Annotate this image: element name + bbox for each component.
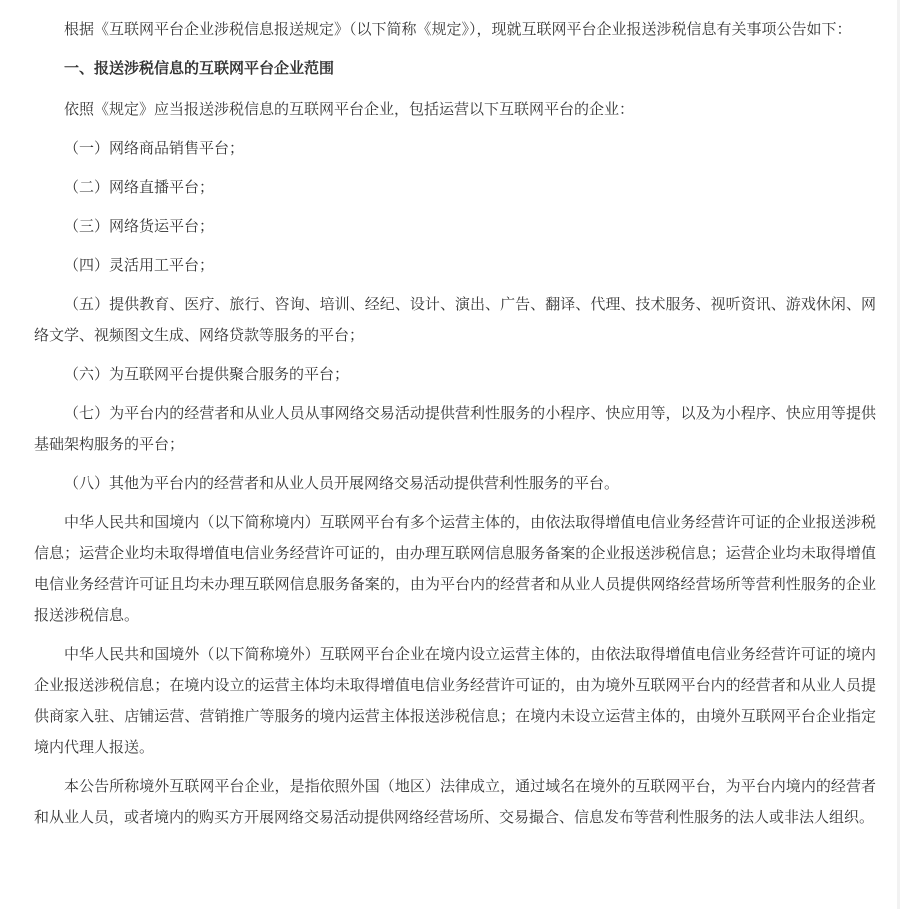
domestic-paragraph: 中华人民共和国境内（以下简称境内）互联网平台有多个运营主体的，由依法取得增值电信业务经营许可证的企业报送涉税信息；运营企业均未取得增值电信业务经营许可证的，由办理互联网信息服务备案的企业报送涉税信息；运营企业均未取得增值电信业务经营许可证且均未办理互联网信息服务备案的，由为平台内的经营者和从业人员提供网络经营场所等营利性服务的企业报送涉税信息。	[34, 513, 876, 624]
section-heading: 一、报送涉税信息的互联网平台企业范围	[64, 59, 335, 77]
scope-intro-paragraph: 依照《规定》应当报送涉税信息的互联网平台企业，包括运营以下互联网平台的企业：	[64, 100, 635, 118]
list-item-7: （七）为平台内的经营者和从业人员从事网络交易活动提供营利性服务的小程序、快应用等，以及为小程序、快应用等提供基础架构服务的平台；	[34, 404, 876, 453]
list-item-4: （四）灵活用工平台；	[64, 256, 215, 274]
definition-paragraph: 本公告所称境外互联网平台企业，是指依照外国（地区）法律成立，通过域名在境外的互联网平台，为平台内境内的经营者和从业人员，或者境内的购买方开展网络交易活动提供网络经营场所、交易撮合、信息发布等营利性服务的法人或非法人组织。	[34, 777, 876, 826]
article-body	[34, 14, 876, 833]
list-item-6: （六）为互联网平台提供聚合服务的平台；	[64, 365, 350, 383]
list-item-3: （三）网络货运平台；	[64, 217, 215, 235]
foreign-paragraph: 中华人民共和国境外（以下简称境外）互联网平台企业在境内设立运营主体的，由依法取得增值电信业务经营许可证的境内企业报送涉税信息；在境内设立的运营主体均未取得增值电信业务经营许可证的，由为境外互联网平台内的经营者和从业人员提供商家入驻、店铺运营、营销推广等服务的境内运营主体报送涉税信息；在境内未设立运营主体的，由境外互联网平台企业指定境内代理人报送。	[34, 645, 876, 756]
list-item-8: （八）其他为平台内的经营者和从业人员开展网络交易活动提供营利性服务的平台。	[64, 474, 620, 492]
intro-paragraph: 根据《互联网平台企业涉税信息报送规定》（以下简称《规定》），现就互联网平台企业报送涉税信息有关事项公告如下：	[64, 20, 852, 38]
list-item-2: （二）网络直播平台；	[64, 178, 215, 196]
list-item-5: （五）提供教育、医疗、旅行、咨询、培训、经纪、设计、演出、广告、翻译、代理、技术服务、视听资讯、游戏休闲、网络文学、视频图文生成、网络贷款等服务的平台；	[34, 295, 876, 344]
list-item-1: （一）网络商品销售平台；	[64, 139, 245, 157]
